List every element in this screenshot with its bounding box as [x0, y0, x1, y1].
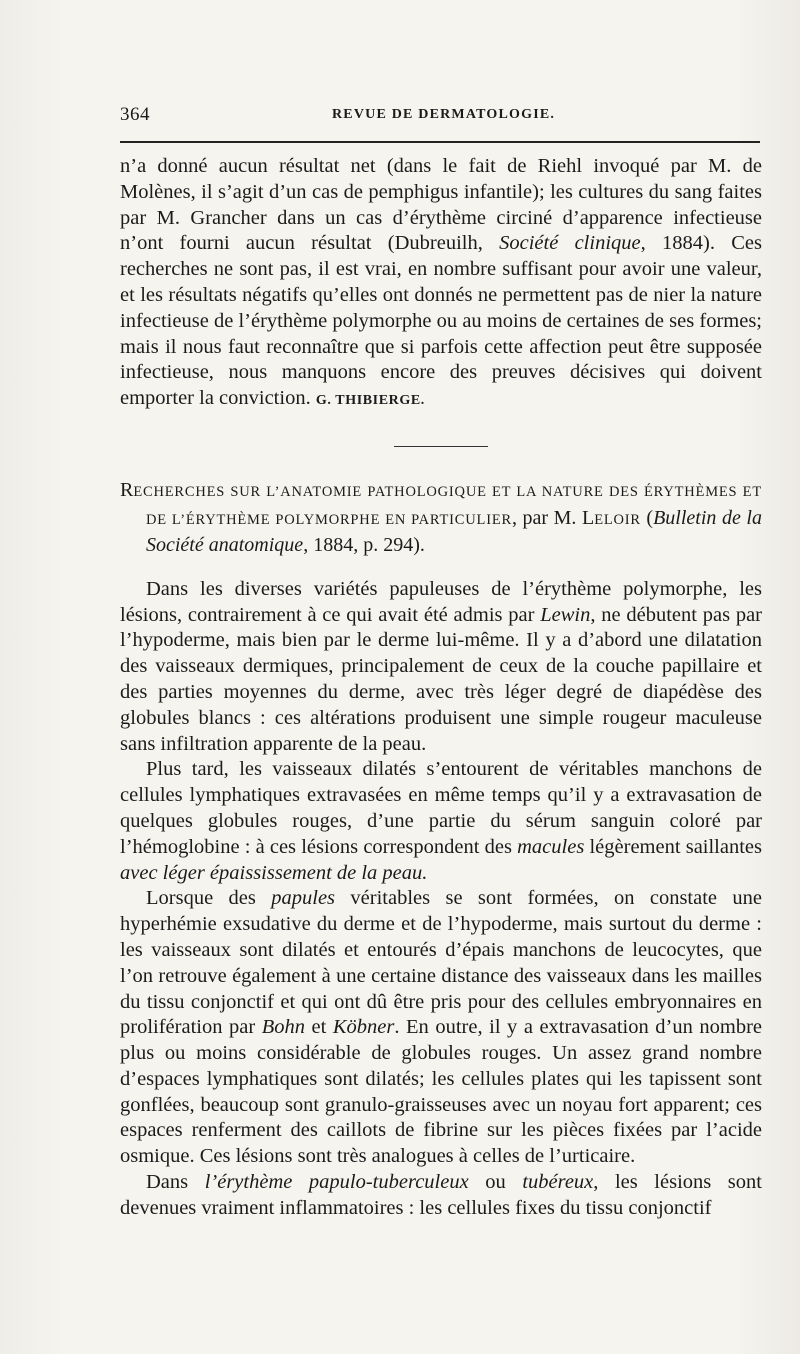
running-head: REVUE DE DERMATOLOGIE.: [332, 107, 556, 122]
continued-paragraph: n’a donné aucun résultat net (dans le fait de Riehl invoqué par M. de Molènes, il s’agit d’un cas de pemphigus infantile); les cultures du sang faites par M. Grancher dans un cas d’érythème circiné d’apparence infectieuse n’ont fourni aucun résultat (Dubreuilh, Société clinique, 1884). Ces recherches ne sont pas, il est vrai, en nombre suffisant pour avoir une valeur, et les résultats négatifs qu’elles ont donnés ne permettent pas de nier la nature infectieuse de l’érythème polymorphe ou au moins de certaines de ses formes; mais il nous faut reconnaître que si parfois cette affection peut être supposée infectieuse, nous manquons encore des preuves décisives qui doivent emporter la conviction. G. THIBIERGE.: [120, 155, 762, 410]
author-name: L: [581, 506, 595, 529]
body-text: [120, 154, 762, 1222]
journal-title: Bulletin de la Société anatomique: [146, 506, 762, 557]
paragraph-3: Lorsque des papules véritables se sont formées, on constate une hyperhémie exsudative du derme et de l’hypoderme, mais surtout du derme : les vaisseaux sont dilatés et entourés d’épais manchons de leucocytes, que l’on retrouve également à une certaine distance des vaisseaux dans les mailles du tissu conjonctif et qui ont dû être pris pour des cellules embryonnaires en prolifération par Bohn et Köbner. En outre, il y a extravasation d’un nombre plus ou moins considérable de globules rouges. Un assez grand nombre d’espaces lymphatiques sont dilatés; les cellules plates qui les tapissent sont gonflées, beaucoup sont granulo-graisseuses avec un noyau fort apparent; ces espaces renferment des caillots de fibrine sur les pièces fixées par l’acide osmique. Ces lésions sont très analogues à celles de l’urticaire.: [120, 887, 763, 1168]
page-number: 364: [120, 104, 150, 125]
signature: G. THIBIERGE.: [315, 393, 425, 409]
article-title: RECHERCHES SUR L’ANATOMIE PATHOLOGIQUE ET LA NATURE DES ÉRYTHÈMES ET DE L’ÉRYTHÈME POLYMORPHE EN PARTICULIER, par M. LELOIR (Bulletin de la Société anatomique, 1884, p. 294).: [120, 478, 762, 557]
paragraph-1: Dans les diverses variétés papuleuses de l’érythème polymorphe, les lésions, contrairement à ce qui avait été admis par Lewin, ne débutent pas par l’hypoderme, mais bien par le derme lui-même. Il y a d’abord une dilatation des vaisseaux dermiques, principalement de ceux de la couche papillaire et des parties moyennes du derme, avec très léger degré de diapédèse des globules blancs : ces altérations produisent une simple rougeur maculeuse sans infiltration apparente de la peau.: [120, 577, 762, 755]
paragraph-2: Plus tard, les vaisseaux dilatés s’entourent de véritables manchons de cellules lymphatiques extravasées en même temps qu’il y a extravasation de quelques globules rouges, d’une partie du sérum sanguin coloré par l’hémoglobine : à ces lésions correspondent des macules légèrement saillantes avec léger épaississement de la peau.: [120, 758, 762, 884]
page-header: [120, 104, 760, 140]
paragraph-4: Dans l’érythème papulo-tuberculeux ou tubéreux, les lésions sont devenues vraiment inflammatoires : les cellules fixes du tissu conjonctif: [120, 1171, 762, 1219]
header-rule: [120, 141, 760, 143]
section-separator: [394, 446, 488, 447]
